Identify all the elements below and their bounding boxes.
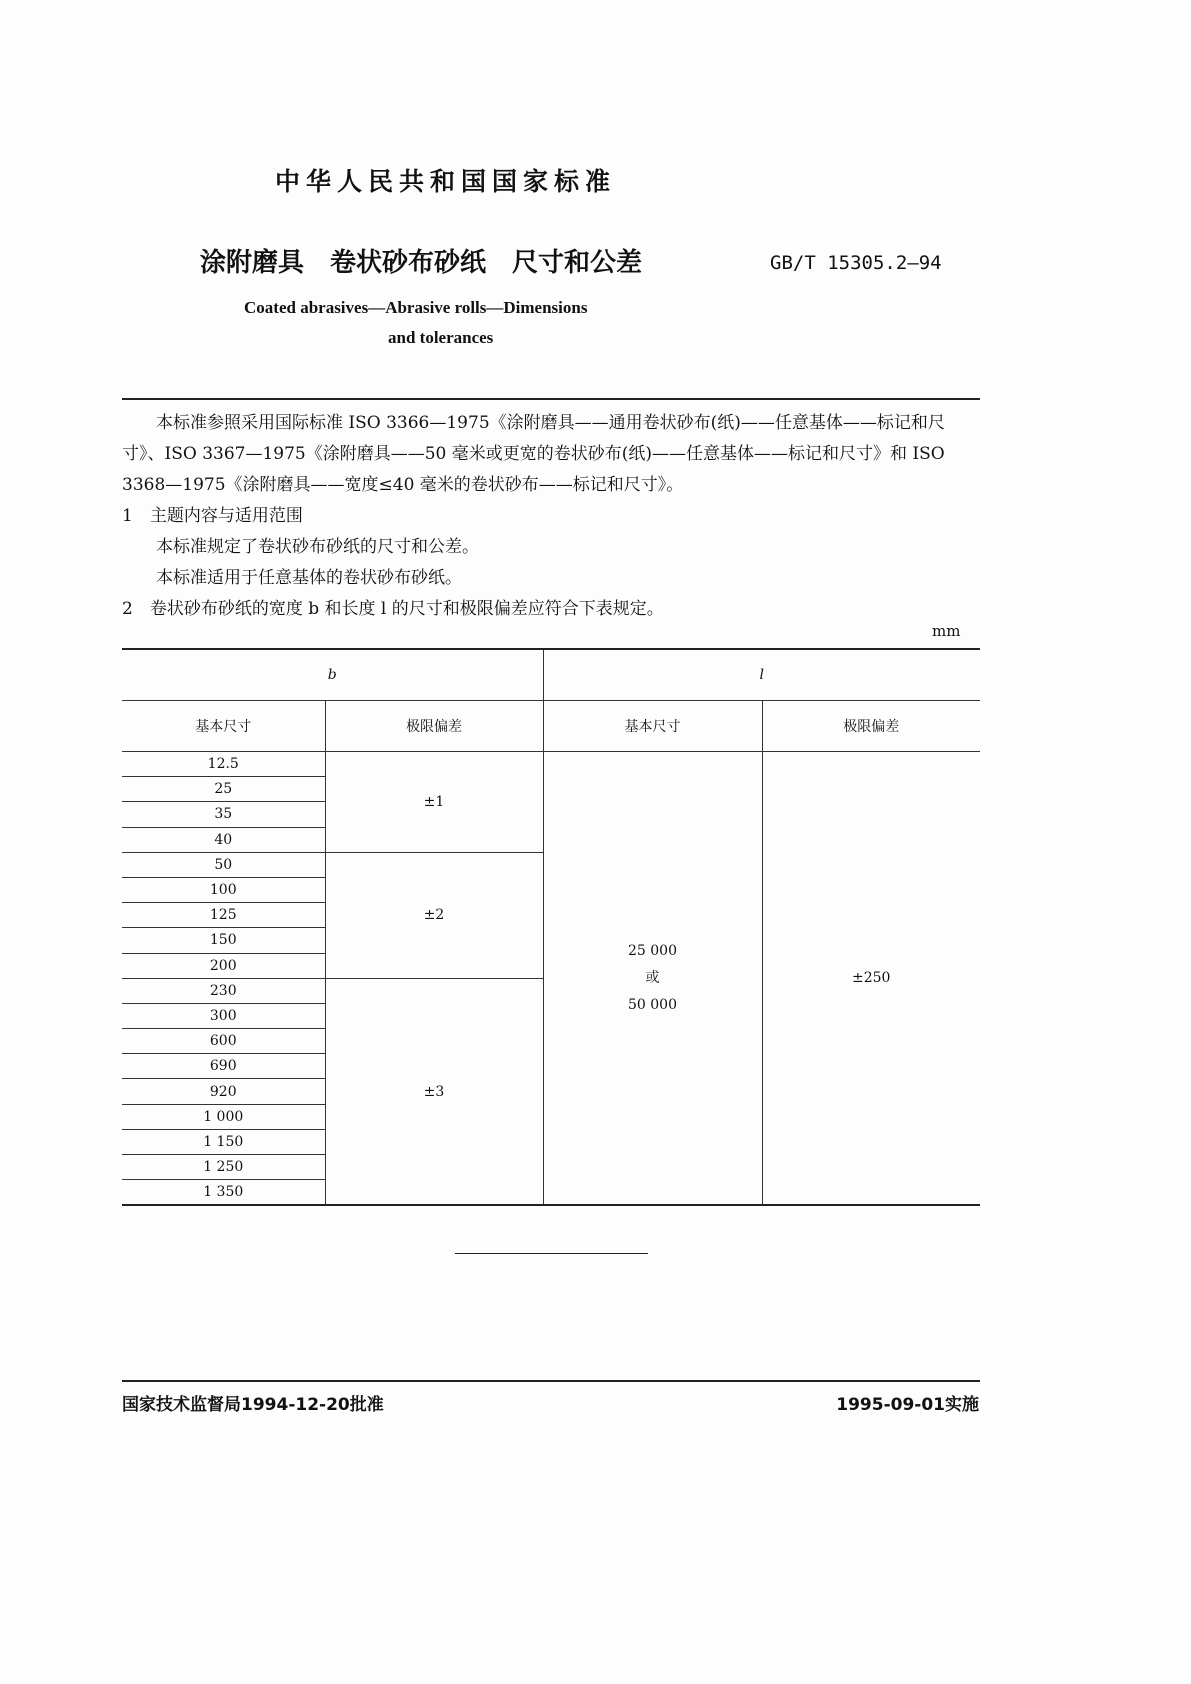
b-basic-size: 40 — [122, 827, 325, 852]
b-basic-size: 1 250 — [122, 1155, 325, 1180]
header-l-tol: 极限偏差 — [762, 701, 980, 752]
header-b-basic: 基本尺寸 — [122, 701, 325, 752]
divider — [122, 398, 980, 400]
end-separator — [455, 1253, 648, 1254]
b-basic-size: 25 — [122, 777, 325, 802]
header-b-tol: 极限偏差 — [325, 701, 543, 752]
l-size-text: 或 — [645, 969, 660, 986]
b-basic-size: 100 — [122, 877, 325, 902]
b-basic-size: 300 — [122, 1003, 325, 1028]
english-title-2: and tolerances — [388, 328, 494, 347]
approval-date: 国家技术监督局1994-12-20批准 — [122, 1395, 384, 1415]
b-basic-size: 125 — [122, 903, 325, 928]
standard-title: 涂附磨具 卷状砂布砂纸 尺寸和公差 — [200, 248, 643, 278]
b-basic-size: 1 000 — [122, 1104, 325, 1129]
b-basic-size: 200 — [122, 953, 325, 978]
unit-label: mm — [932, 622, 961, 640]
english-title-1: Coated abrasives—Abrasive rolls—Dimensions — [244, 298, 588, 317]
b-basic-size: 600 — [122, 1029, 325, 1054]
section-1-p2: 本标准适用于任意基体的卷状砂布砂纸。 — [156, 568, 462, 588]
standard-code: GB/T 15305.2—94 — [770, 252, 942, 274]
header-b: b — [122, 649, 543, 701]
b-basic-size: 35 — [122, 802, 325, 827]
b-basic-size: 1 150 — [122, 1129, 325, 1154]
dimensions-table — [122, 648, 980, 1206]
l-size-text: 50 000 — [628, 996, 677, 1013]
b-basic-size: 50 — [122, 852, 325, 877]
b-basic-size: 690 — [122, 1054, 325, 1079]
b-tolerance: ±1 — [325, 752, 543, 853]
effective-date: 1995-09-01实施 — [836, 1395, 979, 1415]
b-basic-size: 230 — [122, 978, 325, 1003]
intro-paragraph: 本标准参照采用国际标准 ISO 3366—1975《涂附磨具——通用卷状砂布(纸)——任意基体——标记和尺寸》、ISO 3367—1975《涂附磨具——50 毫米或更宽的卷状砂布(纸)——任意基体——标记和尺寸》和 ISO 3368—1975《涂附磨具——宽度≤40 毫米的卷状砂布——标记和尺寸》。 — [122, 413, 945, 495]
b-tolerance: ±2 — [325, 852, 543, 978]
b-basic-size: 1 350 — [122, 1180, 325, 1206]
national-standard-heading: 中华人民共和国国家标准 — [275, 167, 617, 196]
l-size-text: 25 000 — [628, 942, 677, 959]
section-2: 2 卷状砂布砂纸的宽度 b 和长度 l 的尺寸和极限偏差应符合下表规定。 — [122, 599, 664, 619]
l-basic-size — [543, 752, 762, 1206]
b-basic-size: 150 — [122, 928, 325, 953]
section-1-p1: 本标准规定了卷状砂布砂纸的尺寸和公差。 — [156, 537, 479, 557]
footer-rule — [122, 1380, 980, 1382]
table-row — [122, 752, 980, 777]
b-basic-size: 12.5 — [122, 752, 325, 777]
l-tolerance: ±250 — [762, 752, 980, 1206]
b-tolerance: ±3 — [325, 978, 543, 1205]
header-l-basic: 基本尺寸 — [543, 701, 762, 752]
section-1-title: 1 主题内容与适用范围 — [122, 506, 303, 526]
header-l: l — [543, 649, 980, 701]
b-basic-size: 920 — [122, 1079, 325, 1104]
